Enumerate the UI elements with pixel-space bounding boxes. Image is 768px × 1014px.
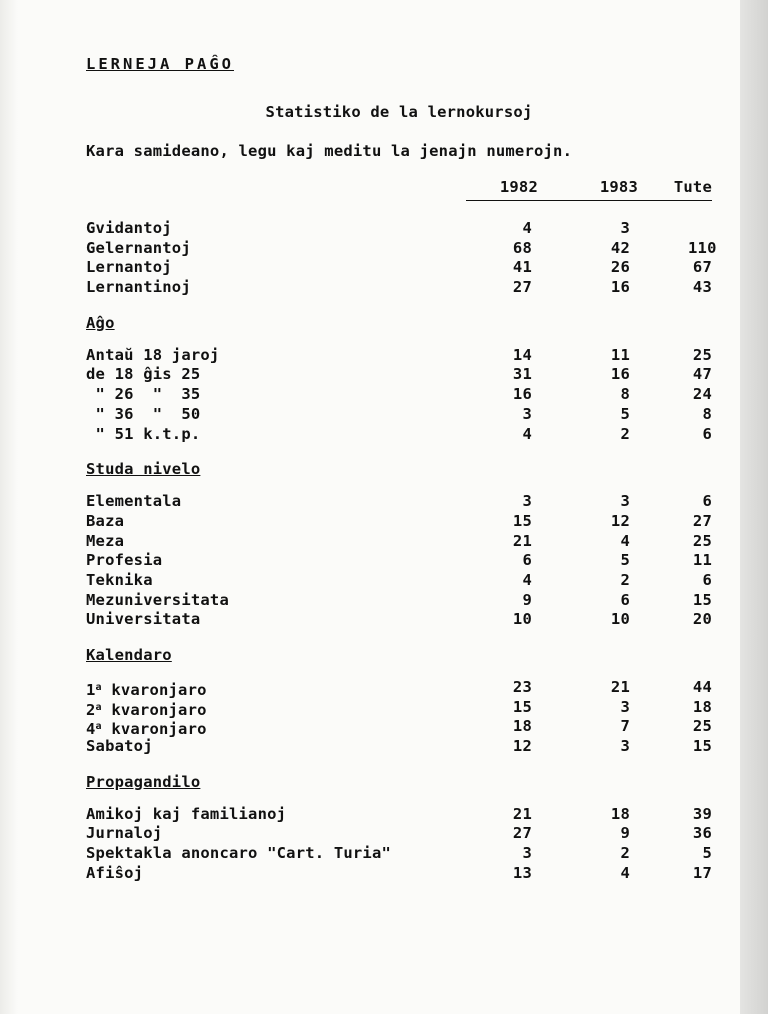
value-total: 110 (688, 238, 717, 257)
value-total: 25 (692, 717, 712, 736)
row-label: Jurnaloj (86, 824, 163, 843)
value-1983: 6 (620, 590, 630, 609)
table-row (86, 405, 712, 425)
row-label: Spektakla anoncaro "Cart. Turia" (86, 844, 392, 863)
page-left-shadow (0, 0, 18, 1014)
value-1983: 4 (620, 863, 630, 882)
value-1982: 3 (522, 404, 532, 423)
ordinal-suffix: a (95, 682, 102, 693)
table-row (86, 219, 712, 239)
table-row (86, 258, 712, 278)
table-row (86, 864, 712, 884)
value-1983: 11 (610, 345, 630, 364)
value-total: 6 (702, 492, 712, 511)
row-label: Antaŭ 18 jaroj (86, 345, 220, 364)
value-total: 6 (702, 570, 712, 589)
value-1982: 31 (512, 365, 532, 384)
value-1982: 18 (512, 717, 532, 736)
table-row (86, 824, 712, 844)
value-total: 8 (702, 404, 712, 423)
row-label: Mezuniversitata (86, 590, 229, 609)
table-row (86, 805, 712, 825)
row-label: Gelernantoj (86, 238, 191, 257)
page-edge (740, 0, 768, 1014)
value-1982: 23 (512, 678, 532, 696)
table-row (86, 532, 712, 552)
header-1982: 1982 (499, 178, 538, 196)
value-total: 47 (692, 365, 712, 384)
table-row (86, 591, 712, 611)
value-1982: 68 (512, 238, 532, 257)
value-total: 15 (692, 737, 712, 756)
value-1983: 7 (620, 717, 630, 736)
intro-text: Kara samideano, legu kaj meditu la jenajn numerojn. (86, 142, 573, 160)
value-1983: 2 (620, 844, 630, 863)
value-1982: 12 (512, 737, 532, 756)
row-label: Amikoj kaj familianoj (86, 804, 287, 823)
row-label: Profesia (86, 551, 163, 570)
header-rule (466, 200, 712, 201)
row-label: Afiŝoj (86, 863, 144, 882)
document-subtitle: Statistiko de la lernokursoj (265, 103, 533, 121)
value-1982: 15 (512, 511, 532, 530)
row-label: " 26 " 35 (86, 385, 201, 404)
row-label: Teknika (86, 570, 153, 589)
row-label: Sabatoj (86, 737, 153, 756)
table-row (86, 844, 712, 864)
value-1982: 6 (522, 551, 532, 570)
row-label: 1$^a$ kvaronjaro (86, 681, 207, 699)
row-label: de 18 ĝis 25 (86, 365, 201, 384)
value-1982: 13 (512, 863, 532, 882)
value-1983: 2 (620, 570, 630, 589)
ordinal-suffix: a (95, 701, 102, 713)
row-label: Universitata (86, 610, 201, 629)
row-label: Baza (86, 511, 125, 530)
value-total: 36 (692, 824, 712, 843)
value-total: 24 (692, 385, 712, 404)
value-1982: 27 (512, 824, 532, 843)
header-1983: 1983 (599, 178, 638, 196)
value-1983: 42 (610, 238, 630, 257)
table-row (86, 571, 712, 591)
row-label: Elementala (86, 492, 182, 511)
table-row (86, 737, 712, 757)
table-row (86, 610, 712, 630)
value-1982: 14 (512, 345, 532, 364)
section (86, 458, 712, 630)
table-row (86, 365, 712, 385)
row-label: Lernantinoj (86, 278, 191, 297)
value-1983: 3 (620, 219, 630, 237)
table-row (86, 346, 712, 366)
table-row (86, 278, 712, 298)
section (86, 219, 717, 298)
value-1982: 4 (522, 570, 532, 589)
table-row (86, 425, 712, 445)
value-1983: 16 (610, 365, 630, 384)
value-total: 43 (692, 278, 712, 297)
table-row (86, 385, 712, 405)
value-1982: 3 (522, 492, 532, 511)
value-1983: 12 (610, 511, 630, 530)
value-total: 5 (702, 844, 712, 863)
row-label: 2$^a$ kvaronjaro (86, 700, 207, 719)
section-title: Studa nivelo (86, 460, 201, 479)
value-1983: 18 (610, 804, 630, 823)
table-row (86, 512, 712, 532)
column-headers (86, 175, 712, 199)
section-title: Kalendaro (86, 646, 172, 664)
value-1982: 9 (522, 590, 532, 609)
value-total: 25 (692, 345, 712, 364)
value-total: 17 (692, 863, 712, 882)
value-1983: 2 (620, 424, 630, 443)
value-1982: 21 (512, 531, 532, 550)
section (86, 644, 712, 757)
section-title: Aĝo (86, 313, 115, 332)
value-1983: 16 (610, 278, 630, 297)
value-1982: 3 (522, 844, 532, 863)
section (86, 771, 712, 884)
value-total: 25 (692, 531, 712, 550)
value-total: 39 (692, 804, 712, 823)
value-1982: 41 (512, 258, 532, 277)
value-1983: 4 (620, 531, 630, 550)
section-title: Propagandilo (86, 772, 201, 791)
table-row (86, 717, 712, 737)
value-1983: 5 (620, 404, 630, 423)
value-1983: 3 (620, 697, 630, 716)
section (86, 312, 712, 444)
row-label: " 36 " 50 (86, 404, 201, 423)
value-total: 27 (692, 511, 712, 530)
value-1982: 4 (522, 219, 532, 237)
value-total: 6 (702, 424, 712, 443)
value-total: 15 (692, 590, 712, 609)
document-body (86, 52, 717, 884)
value-total: 18 (692, 697, 712, 716)
ordinal-suffix: a (95, 721, 102, 733)
value-1982: 15 (512, 697, 532, 716)
row-label: Meza (86, 531, 125, 550)
value-1983: 5 (620, 551, 630, 570)
value-1982: 4 (522, 424, 532, 443)
value-total: 67 (692, 258, 712, 277)
value-1983: 26 (610, 258, 630, 277)
stats-sections (86, 219, 717, 884)
document-title: LERNEJA PAĜO (86, 55, 234, 73)
value-1983: 9 (620, 824, 630, 843)
value-total (688, 219, 712, 239)
value-1983: 3 (620, 492, 630, 511)
value-1983: 8 (620, 385, 630, 404)
value-total: 20 (692, 610, 712, 629)
row-label: " 51 k.t.p. (86, 424, 201, 443)
value-1982: 16 (512, 385, 532, 404)
value-1983: 10 (610, 610, 630, 629)
table-row (86, 551, 712, 571)
table-row (86, 698, 712, 718)
value-total: 11 (692, 551, 712, 570)
table-row (86, 492, 712, 512)
table-row (86, 238, 717, 259)
value-1983: 3 (620, 737, 630, 756)
value-1982: 10 (512, 610, 532, 629)
row-label: Lernantoj (86, 258, 172, 277)
value-1983: 21 (610, 678, 630, 696)
value-1982: 27 (512, 278, 532, 297)
value-total: 44 (692, 678, 712, 696)
row-label: 4$^a$ kvaronjaro (86, 720, 207, 739)
value-1982: 21 (512, 804, 532, 823)
header-total: Tute (673, 178, 712, 196)
row-label: Gvidantoj (86, 219, 172, 237)
table-row (86, 678, 712, 698)
